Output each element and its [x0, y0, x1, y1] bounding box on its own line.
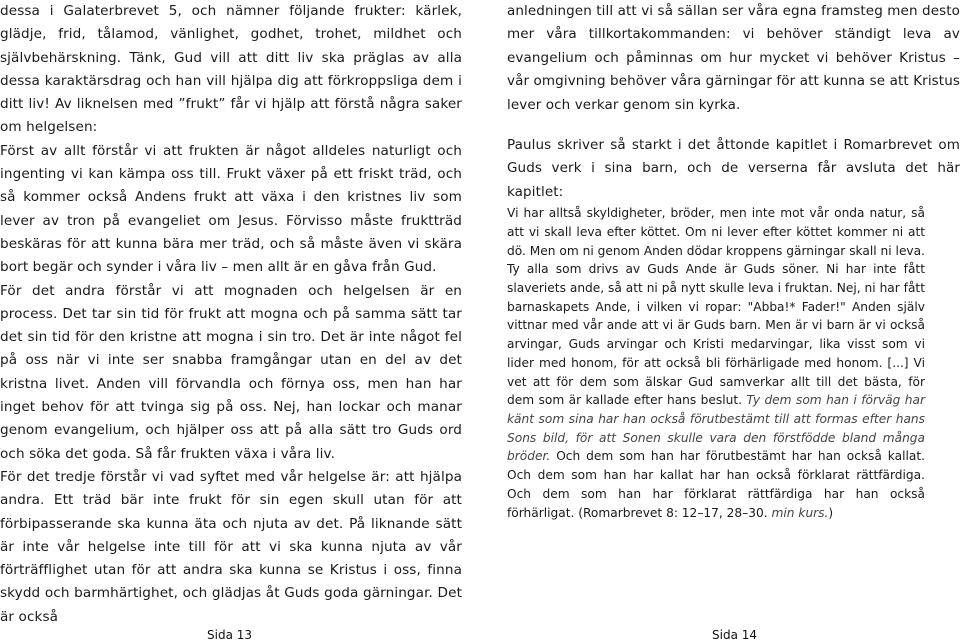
left-paragraph-2: Först av allt förstår vi att frukten är något alldeles naturligt och ingenting vi kan kämpa oss till. Frukt växer på ett friskt träd, och så kommer också Andens frukt att växa i den kristnes liv som lever av tron på evangeliet om Jesus. Förvisso måste fruktträd beskäras för att kunna bära mer träd, och så måste även vi skära bort begär och synder i våra liv – men allt är en gåva från Gud.	[0, 142, 462, 276]
quote-source-note: min kurs.	[771, 505, 829, 520]
left-paragraph-3: För det andra förstår vi att mognaden och helgelsen är en process. Det tar sin tid för frukt att mogna och på samma sätt tar det sin tid för den kristne att mogna i sin tro. Det är inte något fel på oss när vi inte ser snabba framgångar utan en del av det kristna livet. Anden vill förvandla och förnya oss, men han har inget behov för att tvinga sig på oss. Nej, han lockar och manar genom evangelium, och hjälper oss att på alla sätt tro Guds ord och söka det goda. Så får frukten växa i våra liv.	[0, 282, 462, 462]
page-number-left: Sida 13	[207, 628, 253, 642]
quote-text-2: Och dem som han har förutbestämt har han också kallat. Och dem som han har kallat har han också förklarat rättfärdiga. Och dem som han har förklarat rättfärdiga har han också förhärligat. (Romarbrevet 8: 12–17, 28–30.	[507, 449, 926, 520]
bible-quote	[507, 204, 925, 522]
quote-text-1: Vi har alltså skyldigheter, bröder, men inte mot vår onda natur, så att vi skall leva efter köttet. Om ni lever efter köttet kommer ni att dö. Men om ni genom Anden dödar kroppens gärningar skall ni leva. Ty alla som drivs av Guds Ande är Guds söner. Ni har inte fått slaveriets ande, så att ni på nytt skulle leva i fruktan. Nej, ni har fått barnaskapets Ande, i vilken vi ropar: "Abba!* Fader!" Anden själv vittnar med vår ande att vi är Guds barn. Men är vi barn är vi också arvingar, Guds arvingar och Kristi medarvingar, lika visst som vi lider med honom, för att också bli förhärligade med honom. [...] Vi vet att för dem som älskar Gud samverkar allt till det bästa, för dem som är kallade efter hans beslut.	[507, 206, 925, 408]
left-paragraph-1: dessa i Galaterbrevet 5, och nämner följande frukter: kärlek, glädje, frid, tålamod, vänlighet, godhet, trohet, mildhet och självbehärskning. Tänk, Gud vill att ditt liv ska präglas av alla dessa karaktärsdrag och han vill hjälpa dig att förkroppsliga dem i ditt liv! Av liknelsen med ”frukt” får vi hjälp att förstå några saker om helgelsen:	[0, 3, 462, 136]
right-page	[507, 0, 960, 522]
page-number-right: Sida 14	[712, 628, 758, 642]
right-paragraph-1: anledningen till att vi så sällan ser våra egna framsteg men desto mer våra tillkortakommanden: vi behöver ständigt leva av evangelium och påminnas om hur mycket vi behöver Kristus – vår omgivning behöver våra gärningar för att kunna se att Kristus lever och verkar genom sin kyrka.	[507, 3, 960, 113]
right-paragraph-2: Paulus skriver så starkt i det åttonde kapitlet i Romarbrevet om Guds verk i sina barn, och de verserna får avsluta det här kapitlet:	[507, 137, 960, 200]
quote-italic: Ty dem som han i förväg har känt som sina har han också förutbestämt till att formas efter hans Sons bild, för att Sonen skulle vara den förstfödde bland många bröder.	[507, 393, 925, 464]
left-paragraph-4: För det tredje förstår vi vad syftet med vår helgelse är: att hjälpa andra. Ett träd bär inte frukt för sin egen skull utan för att förbipasserande ska kunna äta och njuta av det. På liknande sätt är inte vår helgelse inte till för att vi ska kunna njuta av vår förträfflighet utan för att andra ska kunna se Kristus i oss, finna skydd och barmhärtighet, och glädjas åt Guds goda gärningar. Det är också	[0, 468, 462, 625]
left-page	[0, 0, 462, 629]
quote-close-paren: )	[828, 505, 834, 520]
